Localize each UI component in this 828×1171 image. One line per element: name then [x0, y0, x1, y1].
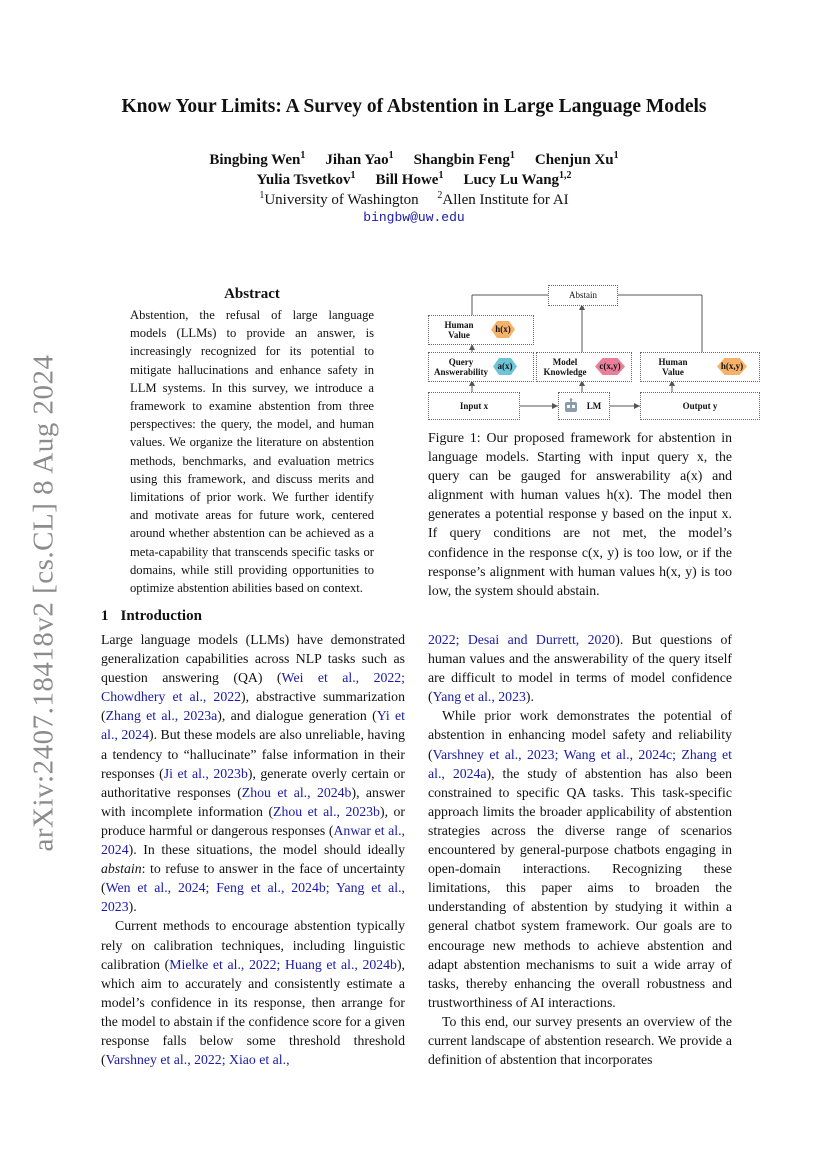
intro-paragraph-4: While prior work demonstrates the potential of abstention in enhancing model safety and reliability (Varshney et al., 2023; Wang et al., 2024c; Zhang et al., 2024a), the study of abstention has also been constrained to specific QA tasks. This task-specific approach limits the broader applicability of abstention strategies across the diverse range of scenarios encountered by general-purpose chatbots engaging in open-domain interactions. Recognizing these limitations, this paper aims to broaden the understanding of abstention by studying it within a general chatbot system framework. Our goals are to encourage new methods to achieve abstention and adapt abstention mechanisms to suit a wide array of tasks, thereby enhancing the overall robustness and trustworthiness of AI interactions.: [428, 708, 732, 1010]
citation-link[interactable]: Wei et al., 2022; Chowdhery et al., 2022: [101, 670, 406, 705]
author-name: Yulia Tsvetkov$^1$: [256, 170, 356, 188]
intro-paragraph-1: Large language models (LLMs) have demonstrated generalization capabilities across NLP tasks such as question answering (QA) (Wei et al., 2022; Chowdhery et al., 2022), abstractive summarization (Zhang et al., 2023a), and dialogue generation (Yi et al., 2024). But these models are also unreliable, having a tendency to “hallucinate” false information in their responses (Ji et al., 2023b), generate overly certain or authoritative responses (Zhou et al., 2024b), answer with incomplete information (Zhou et al., 2023b), or produce harmful or dangerous responses (Anwar et al., 2024). In these situations, the model should ideally abstain: to refuse to answer in the face of uncertainty (Wen et al., 2024; Feng et al., 2024b; Yang et al., 2023).: [101, 632, 406, 915]
author-name: Lucy Lu Wang$^{1,2}$: [463, 170, 572, 188]
intro-paragraph-2: Current methods to encourage abstention typically rely on calibration techniques, including linguistic calibration (Mielke et al., 2022; Huang et al., 2024b), which aim to accurately and consistently estimate a model’s confidence in its response, then arrange for the model to abstain if the confidence score for a given response falls below some threshold threshold (Varshney et al., 2022; Xiao et al.,: [101, 918, 405, 1068]
section-heading: [101, 608, 202, 625]
human-value-query-box: Human Value h(x): [428, 315, 534, 345]
author-name: Jihan Yao$^1$: [325, 150, 394, 168]
citation-link[interactable]: Mielke et al., 2022; Huang et al., 2024b: [169, 956, 397, 972]
query-answerability-box: Query Answerability a(x): [428, 352, 534, 382]
left-column: [101, 630, 405, 1069]
model-knowledge-box: Model Knowledge c(x,y): [536, 352, 632, 382]
citation-link[interactable]: Yi et al., 2024: [101, 708, 406, 743]
section-number: 1: [101, 608, 109, 624]
citation-link[interactable]: Zhou et al., 2024b: [241, 784, 352, 800]
citation-link[interactable]: Ji et al., 2023b: [163, 765, 248, 781]
paper-title: Know Your Limits: A Survey of Abstention in Large Language Models: [121, 96, 707, 117]
arxiv-identifier[interactable]: arXiv:2407.18418v2 [cs.CL] 8 Aug 2024: [27, 354, 60, 852]
human-value-response-box: Human Value h(x,y): [640, 352, 760, 382]
abstract-heading: Abstract: [224, 286, 280, 302]
lm-box: LM: [558, 392, 610, 420]
framework-diagram: [424, 282, 762, 426]
author-email[interactable]: bingbw@uw.edu: [363, 210, 465, 225]
affiliation-2: $^2$Allen Institute for AI: [437, 190, 569, 208]
figure-caption: Figure 1: Our proposed framework for abstention in language models. Starting with input query x, the query can be gauged for answerability a(x) and alignment with human values h(x). The model then generates a potential response y based on the input x. If query conditions are not met, the model’s confidence in the response c(x, y) is too low, or if the response’s alignment with human values h(x, y) is too low, the system should abstain.: [428, 430, 732, 598]
robot-icon: [563, 398, 579, 419]
citation-link[interactable]: 2022; Desai and Durrett, 2020: [428, 632, 616, 647]
right-column: [428, 630, 732, 1069]
affiliations: [0, 190, 828, 209]
intro-paragraph-5: To this end, our survey presents an overview of the current landscape of abstention research. We provide a definition of abstention that incorporates: [428, 1013, 732, 1068]
author-name: Bill Howe$^1$: [375, 170, 444, 188]
author-name: Shangbin Feng$^1$: [413, 150, 515, 168]
author-name: Chenjun Xu$^1$: [534, 150, 619, 168]
authors-line-2: [0, 170, 828, 189]
output-box: Output y: [640, 392, 760, 420]
citation-link[interactable]: Anwar et al., 2024: [101, 822, 405, 858]
section-title: Introduction: [120, 608, 202, 624]
citation-link[interactable]: Wen et al., 2024; Feng et al., 2024b; Yang et al., 2023: [101, 880, 405, 915]
abstract-text: Abstention, the refusal of large language models (LLMs) to provide an answer, is increasingly recognized for its potential to mitigate hallucinations and enhance safety in LLM systems. In this survey, we introduce a framework to examine abstention from three perspectives: the query, the model, and human values. We organize the literature on abstention methods, benchmarks, and evaluation metrics using this framework, and discuss merits and limitations of prior work. We further identify and motivate areas for future work, centered around whether abstention can be achieved as a meta-capability that transcends specific tasks or domains, while still providing opportunities to optimize abstention abilities based on context.: [130, 308, 374, 596]
citation-link[interactable]: Zhang et al., 2023a: [105, 708, 218, 724]
emphasis: abstain: [101, 861, 142, 877]
authors-line-1: [0, 150, 828, 169]
citation-link[interactable]: Varshney et al., 2023; Wang et al., 2024c; Zhang et al., 2024a: [428, 746, 732, 781]
citation-link[interactable]: Zhou et al., 2023b: [273, 803, 380, 819]
author-name: Bingbing Wen$^1$: [209, 150, 306, 168]
arxiv-sidebar: [16, 354, 72, 852]
citation-link[interactable]: Varshney et al., 2022; Xiao et al.,: [105, 1052, 290, 1068]
citation-link[interactable]: Yang et al., 2023: [432, 689, 526, 705]
intro-paragraph-3: 2022; Desai and Durrett, 2020). But questions of human values and the answerability of the query itself are difficult to model in terms of model confidence (Yang et al., 2023).: [428, 632, 732, 705]
affiliation-1: $^1$University of Washington: [259, 190, 419, 208]
abstain-box: Abstain: [548, 285, 618, 306]
input-box: Input x: [428, 392, 520, 420]
